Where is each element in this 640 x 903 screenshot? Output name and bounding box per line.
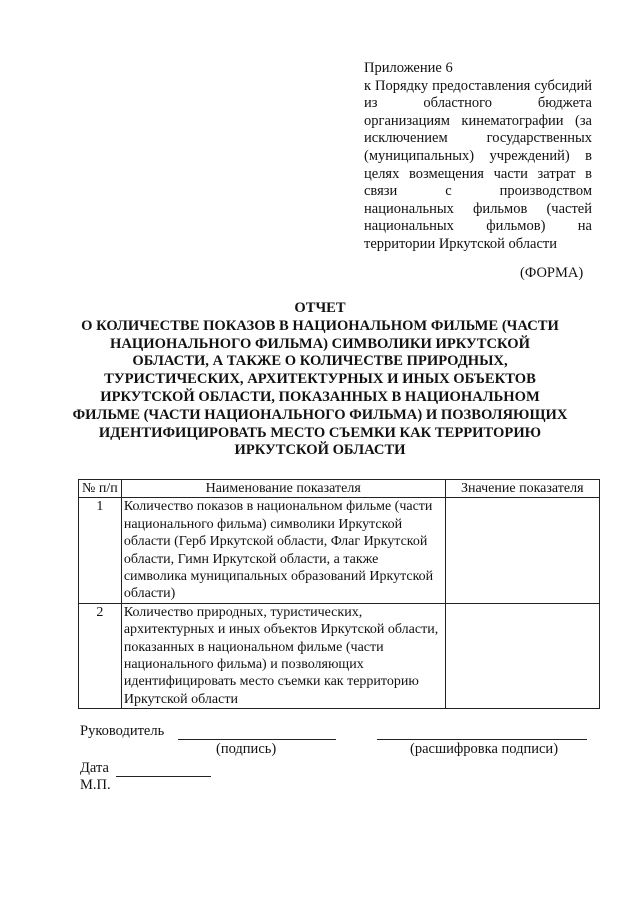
row-number: 1 [79, 498, 122, 603]
signature-line[interactable] [178, 739, 336, 740]
form-mark: (ФОРМА) [520, 265, 584, 281]
signature-decoding-line[interactable] [377, 739, 587, 740]
table-header-row [79, 480, 600, 498]
document-title [70, 300, 570, 460]
title-subheading: О КОЛИЧЕСТВЕ ПОКАЗОВ В НАЦИОНАЛЬНОМ ФИЛЬМЕ (ЧАСТИ НАЦИОНАЛЬНОГО ФИЛЬМА) СИМВОЛИКИ ИРКУТСКОЙ ОБЛАСТИ, А ТАКЖЕ О КОЛИЧЕСТВЕ ПРИРОДНЫХ, ТУРИСТИЧЕСКИХ, АРХИТЕКТУРНЫХ И ИНЫХ ОБЪЕКТОВ ИРКУТСКОЙ ОБЛАСТИ, ПОКАЗАННЫХ В НАЦИОНАЛЬНОМ ФИЛЬМЕ (ЧАСТИ НАЦИОНАЛЬНОГО ФИЛЬМА) И ПОЗВОЛЯЮЩИХ ИДЕНТИФИЦИРОВАТЬ МЕСТО СЪЕМКИ КАК ТЕРРИТОРИЮ ИРКУТСКОЙ ОБЛАСТИ [72, 317, 568, 459]
seal-label: М.П. [80, 777, 111, 793]
row-indicator-value[interactable] [445, 498, 599, 603]
date-label: Дата [80, 760, 109, 776]
header-indicator-name: Наименование показателя [121, 480, 445, 498]
table-row [79, 603, 600, 708]
annex-text: к Порядку предоставления субсидий из областного бюджета организациям кинематографии (за исключением государственных (муниципальных) учреждений) в целях возмещения части затрат в связи с производством национальных фильмов (частей национальных фильмов) на территории Иркутской области [364, 77, 592, 252]
annex-block [364, 60, 592, 254]
title-heading: ОТЧЕТ [294, 300, 346, 316]
row-indicator-name: Количество природных, туристических, архитектурных и иных объектов Иркутской области, показанных в национальном фильме (части национального фильма) и позволяющих идентифицировать место съемки как территорию Иркутской области [121, 603, 445, 708]
row-indicator-name: Количество показов в национальном фильме (части национального фильма) символики Иркутской области (Герб Иркутской области, Флаг Иркутской области, Гимн Иркутской области, а также символика муниципальных образований Иркутской области) [121, 498, 445, 603]
date-line[interactable] [116, 776, 211, 777]
table-row [79, 498, 600, 603]
decoding-caption: (расшифровка подписи) [410, 741, 559, 757]
row-indicator-value[interactable] [445, 603, 599, 708]
head-label: Руководитель [80, 723, 165, 739]
signature-caption: (подпись) [216, 741, 277, 757]
report-table [78, 479, 600, 709]
header-number: № п/п [79, 480, 122, 498]
row-number: 2 [79, 603, 122, 708]
header-indicator-value: Значение показателя [445, 480, 599, 498]
annex-number: Приложение 6 [364, 60, 453, 76]
